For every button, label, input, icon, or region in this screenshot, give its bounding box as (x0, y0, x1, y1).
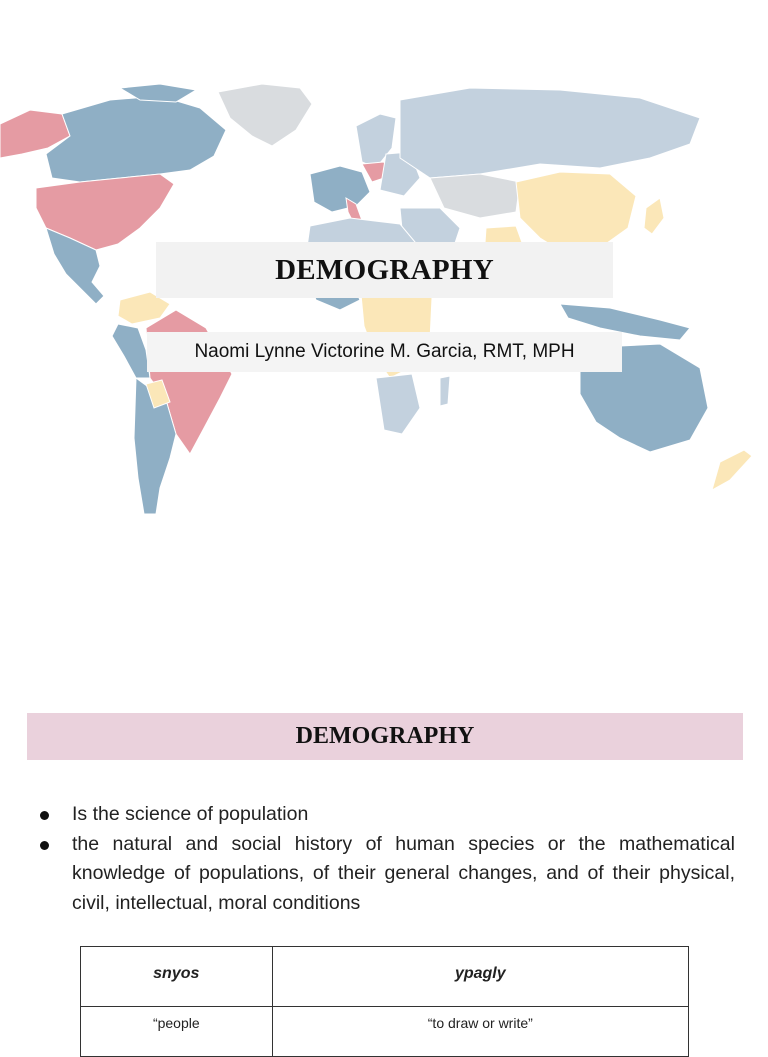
etymology-table (80, 946, 689, 1057)
map-region-south-africa (376, 374, 420, 434)
map-region-new-zealand (712, 450, 752, 490)
bullet-icon (40, 811, 49, 820)
definition-list (38, 800, 735, 918)
cover-author-box (147, 332, 622, 372)
section-heading: DEMOGRAPHY (295, 723, 475, 749)
map-region-western-europe (310, 166, 370, 212)
map-region-greenland (218, 84, 312, 146)
table-cell: “to draw or write” (272, 1007, 688, 1057)
map-region-madagascar (440, 376, 450, 406)
list-item-text: Is the science of population (72, 803, 309, 825)
section-heading-bar (27, 713, 743, 760)
table-header-row (81, 947, 689, 1007)
map-region-japan (644, 198, 664, 234)
list-item-text: the natural and social history of human species or the mathematical knowledge of populations, of their general changes, and of their physical, civil, intellectual, moral conditions (72, 832, 735, 914)
cover-title: DEMOGRAPHY (275, 254, 494, 286)
table-cell: “people (81, 1007, 273, 1057)
cover-author: Naomi Lynne Victorine M. Garcia, RMT, MPH (194, 341, 575, 362)
table-header-cell: ypagly (272, 947, 688, 1007)
map-region-russia (400, 88, 700, 178)
table-row (81, 1007, 689, 1057)
table-header-cell: snyos (81, 947, 273, 1007)
list-item (38, 830, 735, 919)
list-item (38, 800, 735, 830)
map-region-peru (112, 324, 150, 378)
world-map-image (0, 78, 768, 518)
bullet-icon (40, 841, 49, 850)
map-region-canada (46, 96, 226, 182)
cover-title-box (156, 242, 613, 298)
